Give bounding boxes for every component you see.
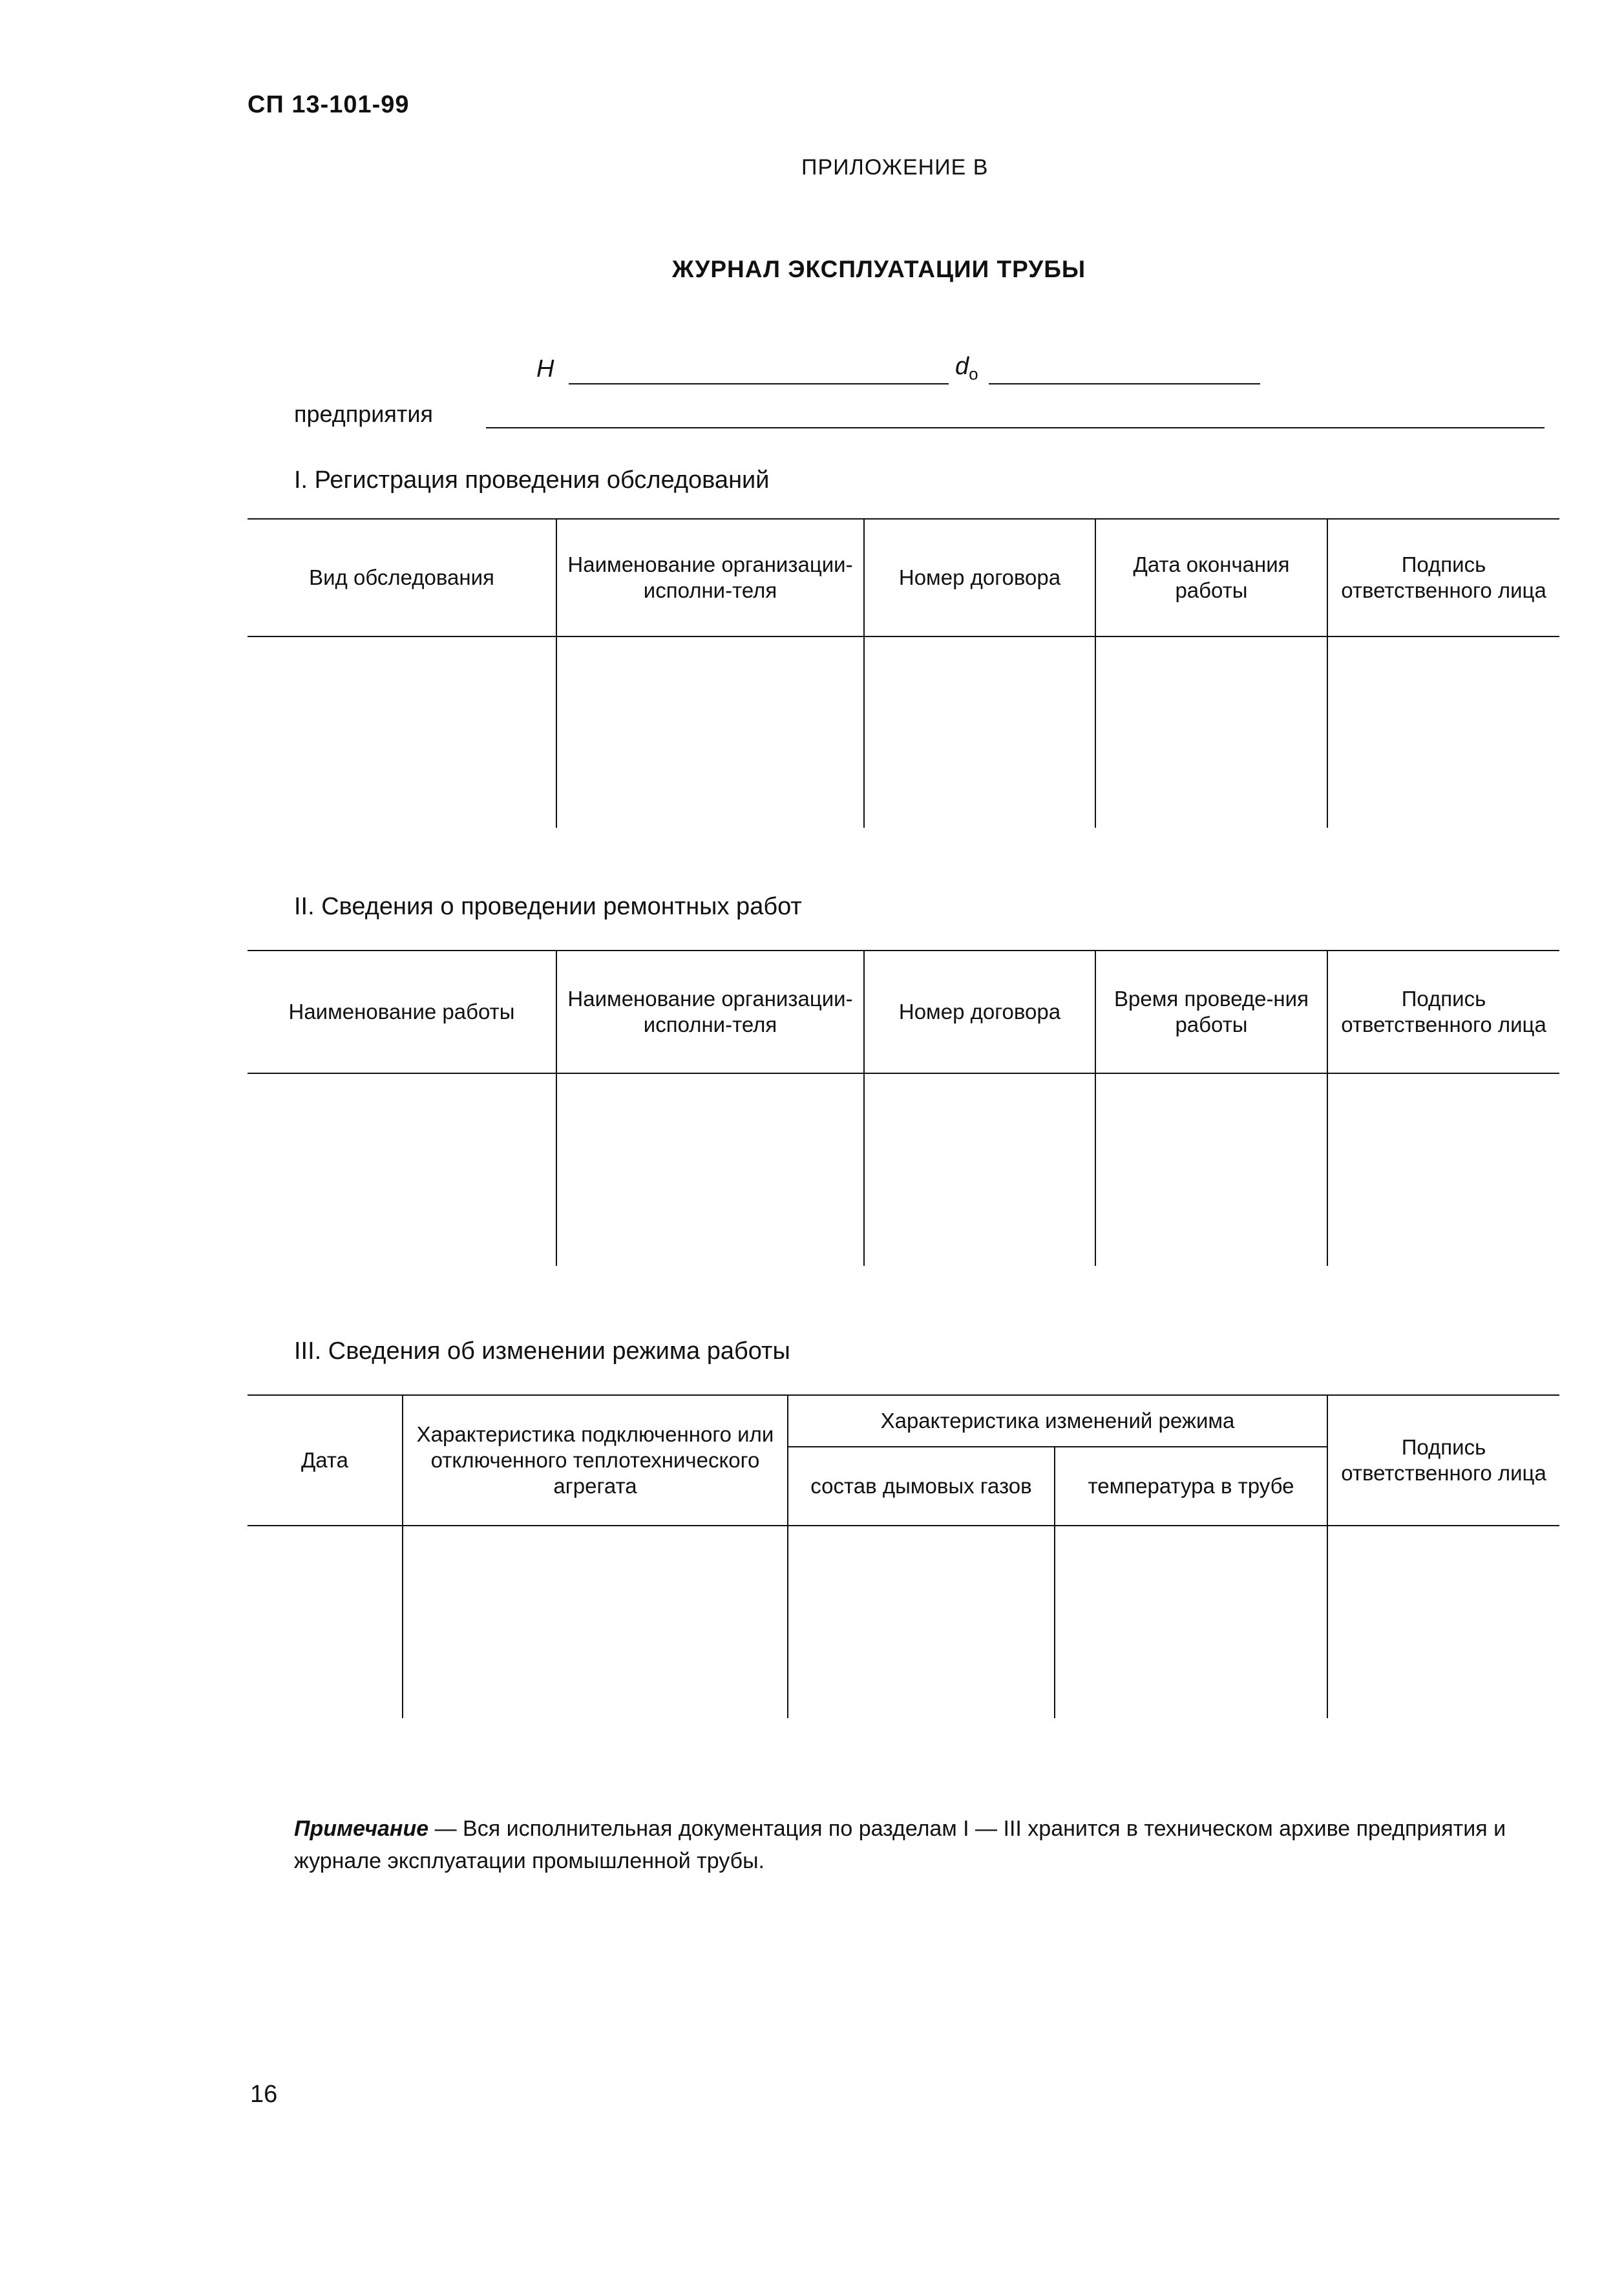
table-cell[interactable] — [1095, 636, 1327, 828]
column-header: Вид обследования — [248, 519, 556, 636]
table-cell[interactable] — [1327, 636, 1559, 828]
document-code: СП 13-101-99 — [248, 91, 410, 118]
diameter-field-line[interactable] — [989, 383, 1260, 384]
column-header: Номер договора — [864, 519, 1095, 636]
section-3-title: III. Сведения об изменении режима работы — [294, 1338, 790, 1365]
column-header: Подпись ответственного лица — [1327, 1395, 1559, 1526]
column-group-header: Характеристика изменений режима — [788, 1395, 1327, 1447]
table-cell[interactable] — [1055, 1526, 1327, 1718]
page-number: 16 — [250, 2081, 278, 2108]
column-header: Наименование организации-исполни-теля — [556, 519, 864, 636]
column-header: температура в трубе — [1055, 1447, 1327, 1526]
appendix-label: ПРИЛОЖЕНИЕ В — [801, 155, 989, 180]
table-cell[interactable] — [403, 1526, 788, 1718]
table-cell[interactable] — [1095, 1073, 1327, 1266]
column-header: состав дымовых газов — [788, 1447, 1055, 1526]
diameter-field-label: $d_o$ — [955, 353, 978, 384]
mode-change-table — [248, 1394, 1559, 1718]
height-field-label: H — [536, 355, 554, 383]
height-field-line[interactable] — [569, 383, 949, 384]
footnote — [294, 1813, 1561, 1877]
inspection-table — [248, 518, 1559, 828]
footnote-text: — Вся исполнительная документация по разделам I — III хранится в техническом архиве предприятия и журнале эксплуатации промышленной трубы. — [294, 1816, 1506, 1873]
column-header: Подпись ответственного лица — [1327, 519, 1559, 636]
column-header: Наименование работы — [248, 951, 556, 1073]
section-2-title: II. Сведения о проведении ремонтных работ — [294, 893, 802, 920]
table-cell[interactable] — [248, 1526, 403, 1718]
column-header: Подпись ответственного лица — [1327, 951, 1559, 1073]
table-cell[interactable] — [1327, 1073, 1559, 1266]
column-header: Характеристика подключенного или отключенного теплотехнического агрегата — [403, 1395, 788, 1526]
enterprise-field-label: предприятия — [294, 401, 433, 427]
column-header: Дата окончания работы — [1095, 519, 1327, 636]
column-header: Наименование организации-исполни-теля — [556, 951, 864, 1073]
column-header: Дата — [248, 1395, 403, 1526]
table-cell[interactable] — [864, 636, 1095, 828]
section-1-title: I. Регистрация проведения обследований — [294, 467, 770, 494]
table-cell[interactable] — [248, 636, 556, 828]
repair-table — [248, 950, 1559, 1266]
table-cell[interactable] — [1327, 1526, 1559, 1718]
enterprise-field-line[interactable] — [486, 427, 1545, 428]
column-header: Номер договора — [864, 951, 1095, 1073]
table-cell[interactable] — [556, 636, 864, 828]
footnote-label: Примечание — [294, 1816, 429, 1841]
table-cell[interactable] — [864, 1073, 1095, 1266]
table-cell[interactable] — [248, 1073, 556, 1266]
page-title: ЖУРНАЛ ЭКСПЛУАТАЦИИ ТРУБЫ — [672, 256, 1086, 282]
column-header: Время проведе-ния работы — [1095, 951, 1327, 1073]
table-cell[interactable] — [788, 1526, 1055, 1718]
table-cell[interactable] — [556, 1073, 864, 1266]
